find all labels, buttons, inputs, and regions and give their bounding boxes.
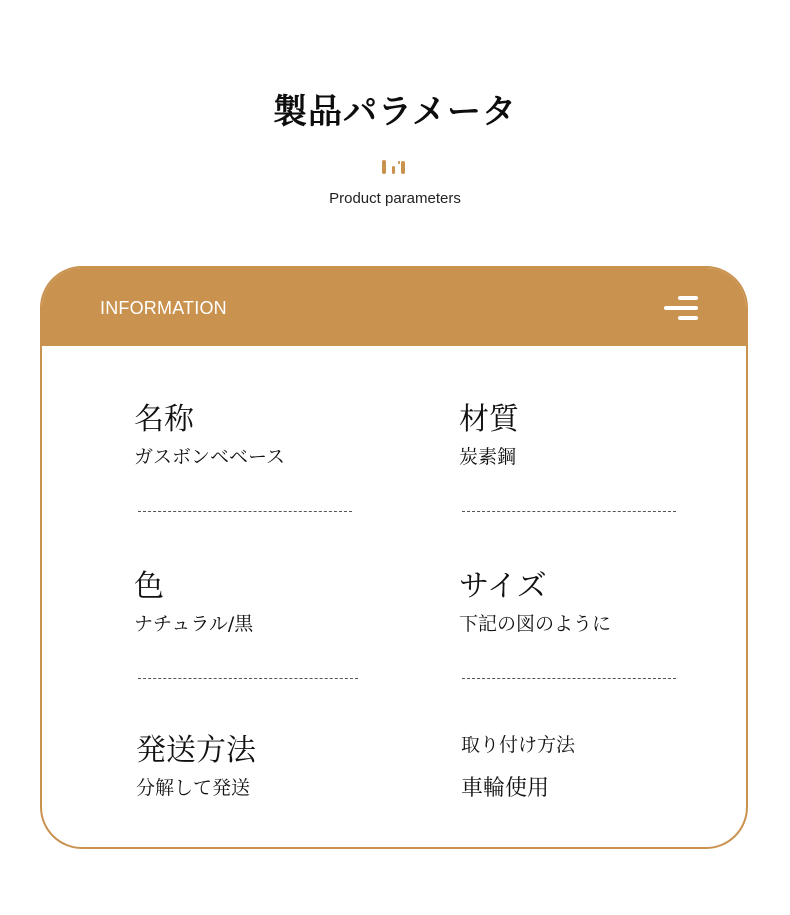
- divider: [138, 511, 352, 512]
- divider: [462, 511, 676, 512]
- param-value: ガスボンベベース: [134, 446, 286, 468]
- information-card: [40, 266, 748, 849]
- card-header-label: INFORMATION: [100, 298, 227, 318]
- divider: [138, 678, 358, 679]
- param-value: 車輪使用: [461, 776, 550, 801]
- param-label: 材質: [459, 402, 519, 437]
- param-label: 発送方法: [136, 733, 256, 768]
- param-label: 色: [134, 569, 164, 604]
- page-title: 製品パラメータ: [273, 92, 517, 132]
- param-value: 下記の図のように: [459, 613, 612, 635]
- page-subtitle: Product parameters: [329, 190, 461, 207]
- divider: [462, 678, 676, 679]
- param-value: 炭素鋼: [459, 446, 517, 468]
- param-label: サイズ: [459, 569, 547, 604]
- menu-lines-icon[interactable]: [664, 296, 700, 320]
- param-value: ナチュラル/黒: [134, 613, 254, 635]
- card-header: [42, 268, 746, 346]
- param-label: 取り付け方法: [461, 734, 576, 756]
- param-value: 分解して発送: [136, 777, 251, 799]
- param-label: 名称: [134, 402, 194, 437]
- decorative-bars-icon: [381, 158, 411, 176]
